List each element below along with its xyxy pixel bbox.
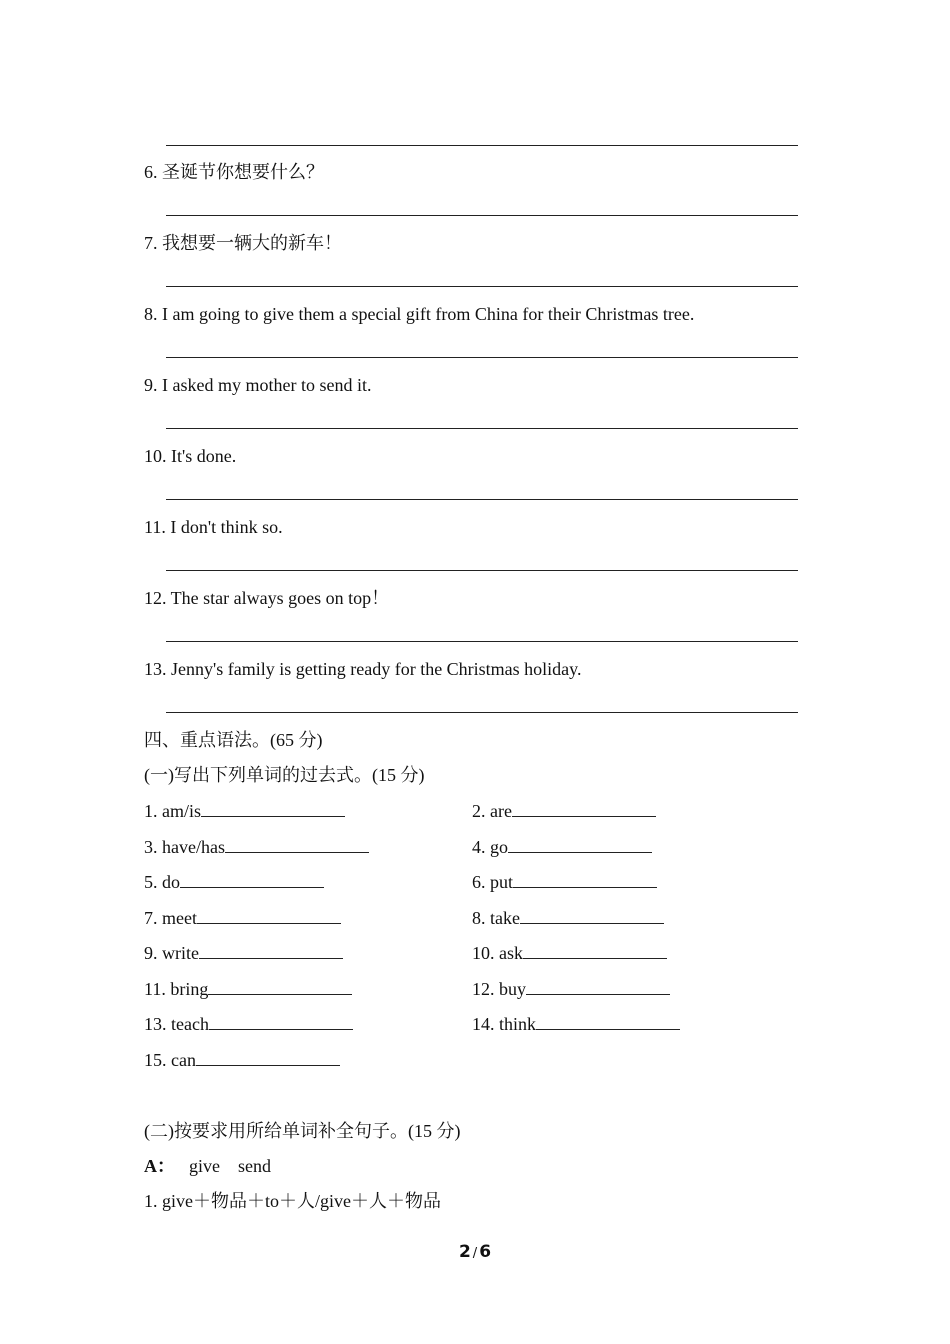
word: send <box>238 1156 271 1176</box>
blank[interactable] <box>196 1049 340 1066</box>
answer-line[interactable] <box>166 428 798 429</box>
blank[interactable] <box>526 978 670 995</box>
blank[interactable] <box>199 942 343 959</box>
answer-line[interactable] <box>166 215 798 216</box>
section-title: 四、重点语法。(65 分) <box>144 730 323 750</box>
word-item: 15. can <box>144 1049 340 1071</box>
answer-line[interactable] <box>166 286 798 287</box>
blank[interactable] <box>201 800 345 817</box>
word-item: 4. go <box>472 836 652 858</box>
translation-item: 6. 圣诞节你想要什么？ <box>144 162 324 182</box>
blank[interactable] <box>209 1013 353 1030</box>
word-list <box>144 1155 271 1177</box>
blank[interactable] <box>512 800 656 817</box>
blank[interactable] <box>536 1013 680 1030</box>
blank[interactable] <box>508 836 652 853</box>
translation-item: 11. I don't think so. <box>144 517 283 537</box>
word-item: 7. meet <box>144 907 341 929</box>
answer-line[interactable] <box>166 357 798 358</box>
translation-item: 7. 我想要一辆大的新车！ <box>144 233 342 253</box>
answer-line[interactable] <box>166 499 798 500</box>
word-item: 12. buy <box>472 978 670 1000</box>
word-item: 1. am/is <box>144 800 345 822</box>
a-label: A： <box>144 1156 175 1176</box>
answer-line[interactable] <box>166 712 798 713</box>
grammar-rule: 1. give＋物品＋to＋人/give＋人＋物品 <box>144 1191 441 1211</box>
translation-item: 13. Jenny's family is getting ready for the Christmas holiday. <box>144 659 582 679</box>
blank[interactable] <box>520 907 664 924</box>
blank[interactable] <box>180 871 324 888</box>
part-title: (一)写出下列单词的过去式。(15 分) <box>144 765 425 785</box>
word-item: 13. teach <box>144 1013 353 1035</box>
blank[interactable] <box>225 836 369 853</box>
word-item: 14. think <box>472 1013 680 1035</box>
page-number: 2 / 6 <box>458 1242 492 1262</box>
word-item: 10. ask <box>472 942 667 964</box>
word-item: 11. bring <box>144 978 352 1000</box>
word-item: 9. write <box>144 942 343 964</box>
word-item: 8. take <box>472 907 664 929</box>
blank[interactable] <box>523 942 667 959</box>
part-title: (二)按要求用所给单词补全句子。(15 分) <box>144 1121 461 1141</box>
translation-item: 10. It's done. <box>144 446 237 466</box>
word-item: 6. put <box>472 871 657 893</box>
blank[interactable] <box>513 871 657 888</box>
translation-item: 9. I asked my mother to send it. <box>144 375 372 395</box>
answer-line[interactable] <box>166 570 798 571</box>
translation-item: 12. The star always goes on top！ <box>144 588 390 608</box>
word-item: 5. do <box>144 871 324 893</box>
word-item: 3. have/has <box>144 836 369 858</box>
translation-item: 8. I am going to give them a special gift from China for their Christmas tree. <box>144 304 695 324</box>
word: give <box>189 1156 220 1176</box>
blank[interactable] <box>208 978 352 995</box>
answer-line[interactable] <box>166 145 798 146</box>
word-item: 2. are <box>472 800 656 822</box>
blank[interactable] <box>197 907 341 924</box>
answer-line[interactable] <box>166 641 798 642</box>
